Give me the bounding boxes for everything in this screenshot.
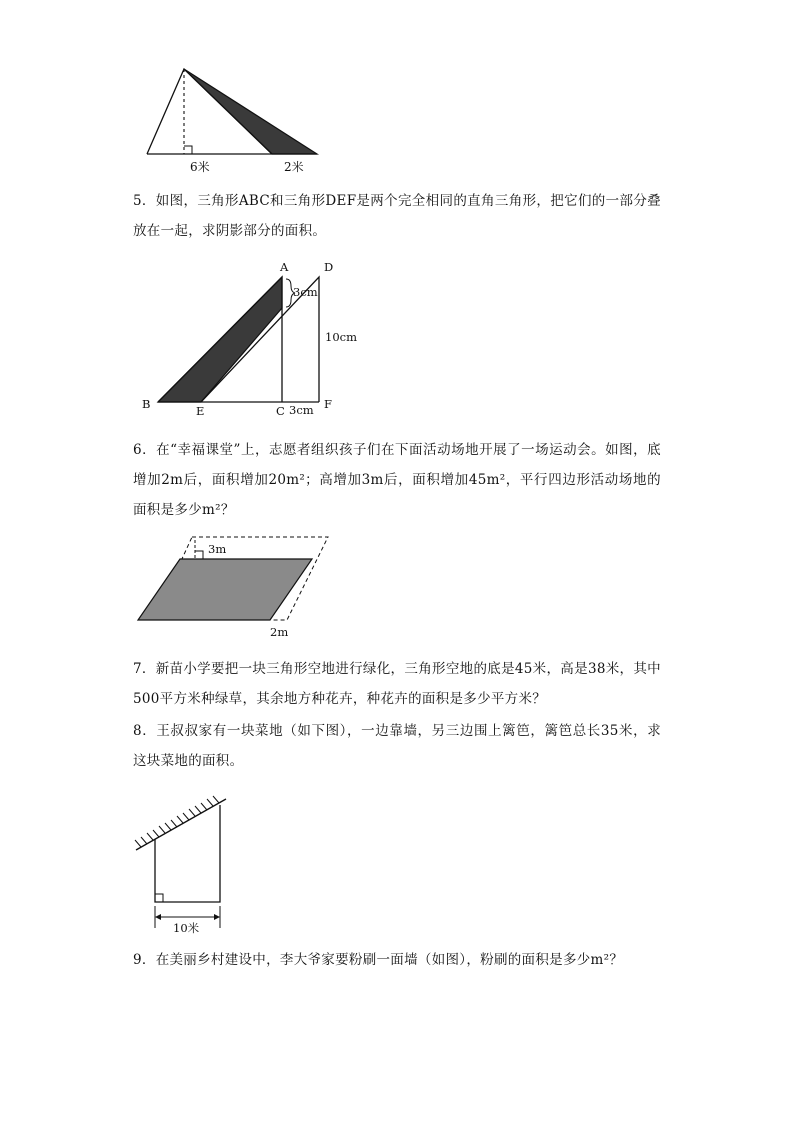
label-2m: 2米 bbox=[284, 160, 304, 174]
question-6 bbox=[133, 435, 661, 525]
parallelogram-shaded bbox=[138, 559, 312, 620]
label-cf-3cm: 3cm bbox=[289, 403, 314, 417]
label-F: F bbox=[324, 397, 332, 411]
triangle-abc-outline bbox=[158, 277, 282, 402]
question-6-number: 6． bbox=[133, 442, 157, 458]
question-6-text: 在“幸福课堂”上，志愿者组织孩子们在下面活动场地开展了一场运动会。如图，底增加2m后，面积增加20m²；高增加3m后，面积增加45m²，平行四边形活动场地的面积是多少m²？ bbox=[133, 442, 661, 518]
question-7-text: 新苗小学要把一块三角形空地进行绿化，三角形空地的底是45米，高是38米，其中500平方米种绿草，其余地方种花卉，种花卉的面积是多少平方米？ bbox=[133, 661, 661, 707]
wall-hatching bbox=[135, 796, 219, 847]
question-9-text: 在美丽乡村建设中，李大爷家要粉刷一面墙（如图），粉刷的面积是多少m²？ bbox=[155, 952, 624, 968]
wall-line bbox=[136, 799, 226, 850]
shaded-triangle bbox=[184, 69, 317, 154]
right-angle-mark-3 bbox=[155, 894, 163, 902]
question-9 bbox=[133, 945, 661, 975]
question-7-number: 7． bbox=[133, 661, 156, 677]
question-8-number: 8． bbox=[133, 723, 157, 739]
label-A: A bbox=[280, 260, 289, 274]
label-10cm: 10cm bbox=[325, 330, 357, 344]
right-angle-mark bbox=[184, 146, 192, 154]
label-C: C bbox=[276, 404, 285, 418]
figure-parallelogram bbox=[132, 532, 354, 642]
label-6m: 6米 bbox=[190, 160, 210, 174]
dim-arrow-left bbox=[155, 914, 161, 920]
figure-two-right-triangles bbox=[138, 256, 363, 421]
label-E: E bbox=[196, 404, 205, 418]
label-3m: 3m bbox=[208, 542, 227, 556]
label-D: D bbox=[324, 260, 334, 274]
question-5 bbox=[133, 186, 661, 246]
dim-arrow-right bbox=[214, 914, 220, 920]
label-gap-3cm: 3cm bbox=[293, 285, 318, 299]
question-7 bbox=[133, 654, 661, 714]
trapezoid-fence bbox=[155, 805, 220, 902]
label-B: B bbox=[142, 397, 151, 411]
question-5-number: 5． bbox=[133, 193, 156, 209]
right-angle-mark-2 bbox=[195, 551, 203, 559]
question-8-text: 王叔叔家有一块菜地（如下图），一边靠墙，另三边围上篱笆，篱笆总长35米，求这块菜地的面积。 bbox=[133, 723, 661, 769]
figure-trapezoid-wall bbox=[130, 793, 235, 938]
label-2m-base: 2m bbox=[270, 625, 289, 639]
label-10m: 10米 bbox=[173, 921, 200, 935]
question-8 bbox=[133, 716, 661, 776]
figure-triangle-shaded bbox=[140, 62, 330, 180]
question-5-text: 如图，三角形ABC和三角形DEF是两个完全相同的直角三角形，把它们的一部分叠放在一起，求阴影部分的面积。 bbox=[133, 193, 661, 239]
question-9-number: 9． bbox=[133, 952, 156, 968]
triangle-outline bbox=[147, 69, 272, 154]
